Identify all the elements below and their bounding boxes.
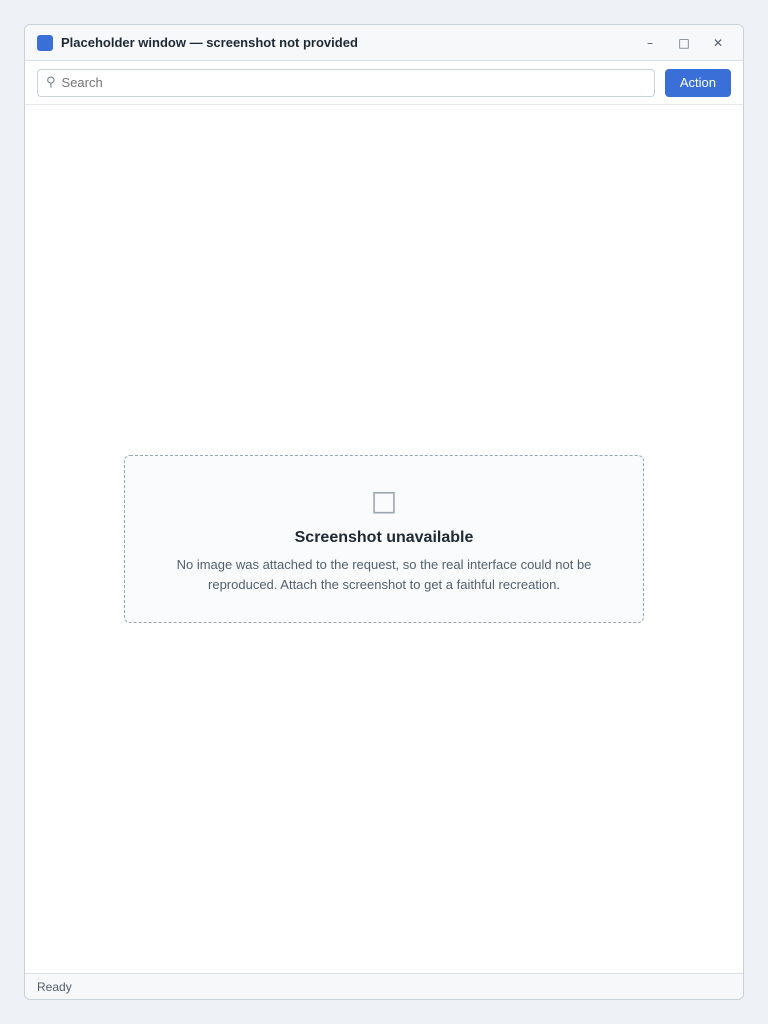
notice-heading: Screenshot unavailable (294, 529, 474, 546)
toolbar (25, 61, 743, 105)
close-icon[interactable]: ✕ (712, 35, 724, 50)
app-window (24, 24, 744, 1000)
notice-body: No image was attached to the request, so the real interface could not be reproduced. Attach the screenshot to get a faithful recreation. (176, 557, 592, 592)
window-title: Placeholder window — screenshot not provided (61, 35, 358, 50)
action-button[interactable]: Action (665, 69, 731, 97)
window-controls (637, 32, 731, 54)
app-icon (37, 35, 53, 51)
minimize-icon[interactable]: – (647, 35, 653, 50)
main-content (25, 105, 743, 973)
search-input[interactable] (62, 75, 646, 90)
status-bar (25, 973, 743, 999)
title-bar (25, 25, 743, 61)
search-box (37, 69, 655, 97)
maximize-icon[interactable]: □ (678, 35, 690, 50)
status-text: Ready (37, 979, 72, 994)
search-icon: ⚲ (46, 75, 56, 90)
missing-screenshot-notice (124, 455, 644, 623)
image-missing-icon: □ (370, 484, 398, 517)
